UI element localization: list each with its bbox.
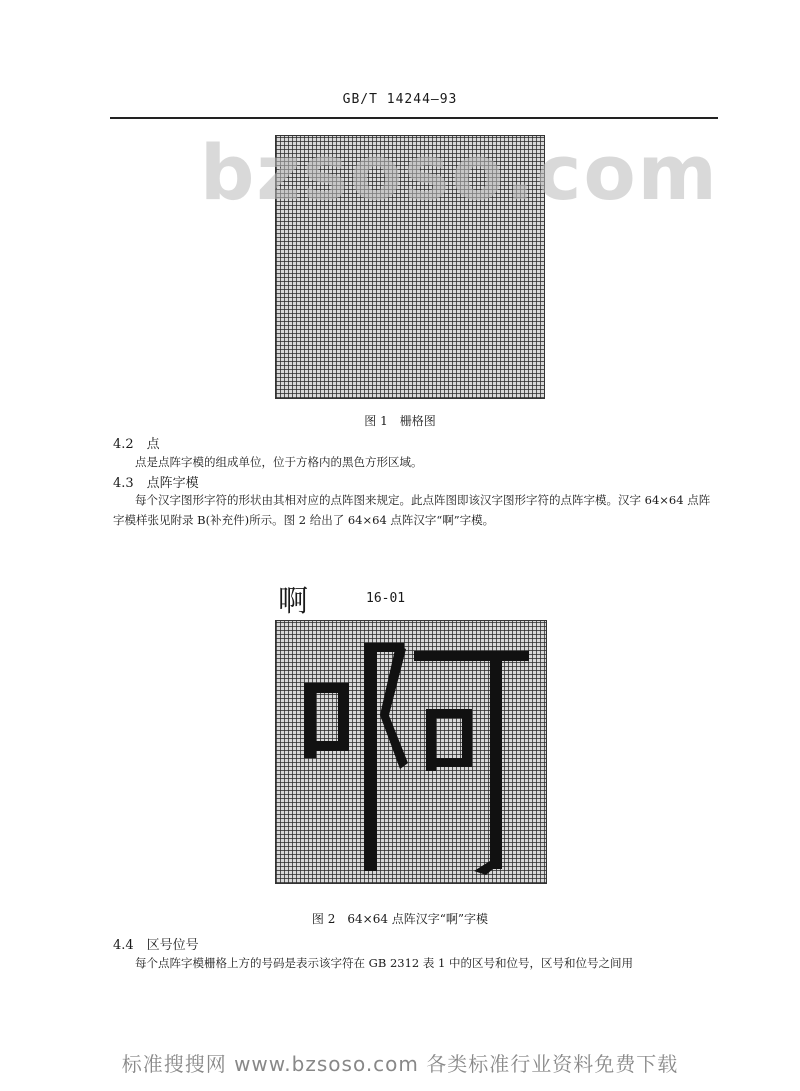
section-4-2-body: 点是点阵字模的组成单位，位于方格内的黑色方形区域。 [135,455,423,469]
section-4-3-heading: 4.3 点阵字模 [113,476,199,491]
section-4-4-heading: 4.4 区号位号 [113,938,199,953]
header-rule [110,117,718,119]
standard-code-header: GB/T 14244—93 [342,92,458,107]
figure-2-code-label: 16-01 [366,591,406,606]
watermark: bzsoso.com [200,128,719,217]
glyph-stroke [304,741,349,751]
glyph-stroke [364,643,377,871]
glyph-stroke [490,651,502,869]
figure-2-caption: 图 2 64×64 点阵汉字“啊”字模 [311,912,489,926]
glyph-a-bitmap [276,621,546,883]
section-4-4-body: 每个点阵字模栅格上方的号码是表示该字符在 GB 2312 表 1 中的区号和位号，区号和位号之间用 [135,956,633,970]
figure-1-caption: 图 1 栅格图 [364,414,436,428]
glyph-stroke [380,645,406,719]
glyph-stroke [380,713,408,769]
section-4-2-heading: 4.2 点 [113,437,160,452]
figure-2-character-label: 啊 [278,584,308,619]
section-4-3-body: 每个汉字图形字符的形状由其相对应的点阵图来规定。此点阵图即该汉字图形字符的点阵字模。汉字 64×64 点阵字模样张见附录 B(补充件)所示。图 2 给出了 64×64 点阵汉字“啊”字模。 [113,493,711,527]
dot-matrix-glyph-figure [275,620,547,884]
glyph-stroke [338,683,349,751]
glyph-stroke [426,758,472,767]
site-footer-banner: 标准搜搜网 www.bzsoso.com 各类标准行业资料免费下载 [121,1052,679,1076]
glyph-stroke [414,651,529,661]
